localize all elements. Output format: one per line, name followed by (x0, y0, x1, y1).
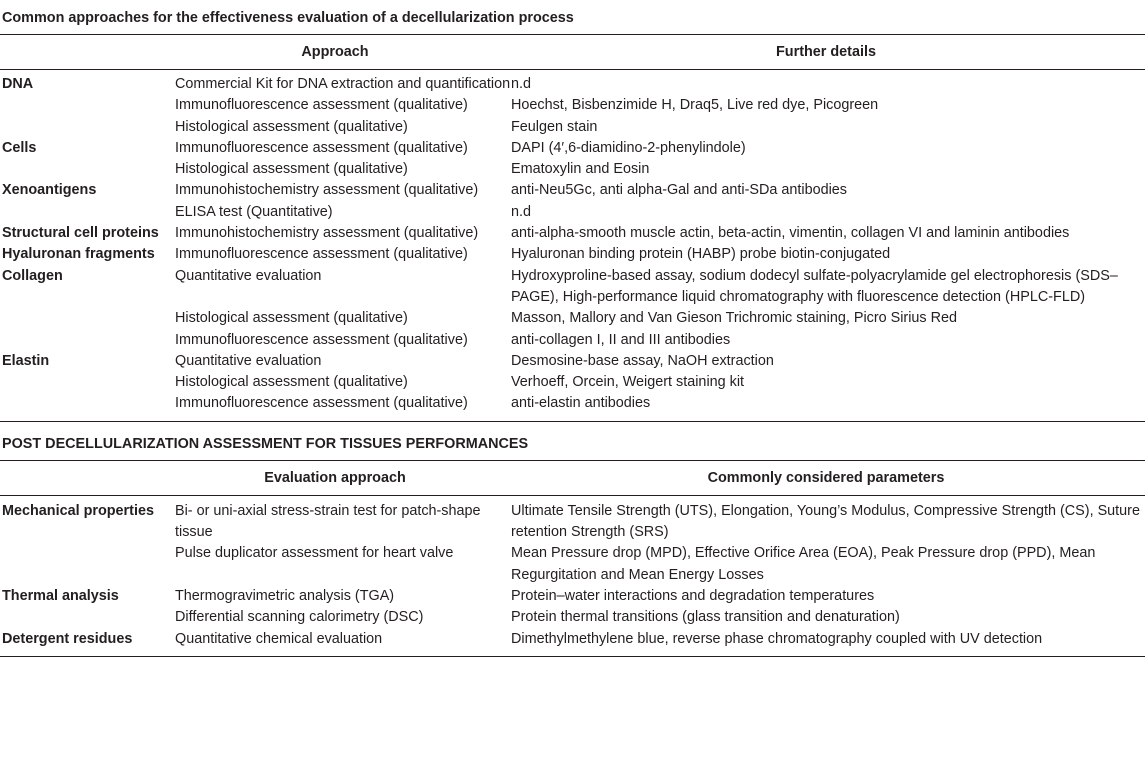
section-title: POST DECELLULARIZATION ASSESSMENT FOR TISSUES PERFORMANCES (0, 422, 1145, 461)
header-approach: Approach (173, 35, 511, 70)
performance-table (0, 461, 1145, 657)
row-approach: Histological assessment (qualitative) (175, 161, 408, 178)
section-title: Common approaches for the effectiveness evaluation of a decellularization process (0, 0, 1145, 35)
row-category: DNA (2, 76, 34, 92)
table-row (0, 543, 1145, 586)
row-details: Mean Pressure drop (MPD), Effective Orifice Area (EOA), Peak Pressure drop (PPD), Mean Regurgitation and Mean Energy Losses (511, 545, 1096, 583)
row-category: Cells (2, 139, 37, 156)
row-approach: Histological assessment (qualitative) (175, 374, 408, 391)
table-row (0, 202, 1145, 223)
row-details: n.d (511, 203, 532, 220)
row-approach: Commercial Kit for DNA extraction and quantification (175, 76, 511, 92)
header-row (0, 35, 1145, 70)
row-category: Detergent residues (2, 630, 133, 647)
table-row (0, 266, 1145, 309)
row-approach: Immunofluorescence assessment (qualitative) (175, 395, 468, 412)
row-details: Hyaluronan binding protein (HABP) probe biotin-conjugated (511, 246, 891, 263)
row-category (0, 372, 173, 393)
row-approach: Immunohistochemistry assessment (qualitative) (175, 182, 479, 199)
row-details: Ematoxylin and Eosin (511, 161, 650, 178)
table-row (0, 629, 1145, 657)
row-approach: Immunofluorescence assessment (qualitative) (175, 331, 468, 348)
row-category: Thermal analysis (2, 587, 119, 604)
row-details: n.d (511, 76, 532, 92)
row-details: Protein thermal transitions (glass transition and denaturation) (511, 609, 900, 626)
table-row (0, 607, 1145, 628)
table-row (0, 308, 1145, 329)
table-row (0, 586, 1145, 607)
row-approach: Quantitative chemical evaluation (175, 630, 383, 647)
section-post-decellularization (0, 422, 1145, 657)
row-category (0, 95, 173, 116)
row-category (0, 543, 173, 586)
row-details: DAPI (4′,6-diamidino-2-phenylindole) (511, 139, 746, 156)
row-approach: Quantitative evaluation (175, 352, 322, 369)
row-category: Collagen (2, 267, 63, 284)
row-details: anti-elastin antibodies (511, 395, 651, 412)
table-row (0, 330, 1145, 351)
table-row (0, 117, 1145, 138)
table-row (0, 244, 1145, 265)
row-details: Hoechst, Bisbenzimide H, Draq5, Live red dye, Picogreen (511, 97, 879, 114)
row-approach: Immunohistochemistry assessment (qualitative) (175, 225, 479, 242)
row-details: anti-collagen I, II and III antibodies (511, 331, 731, 348)
row-category (0, 202, 173, 223)
row-details: anti-Neu5Gc, anti alpha-Gal and anti-SDa antibodies (511, 182, 847, 199)
table-row (0, 159, 1145, 180)
header-approach: Evaluation approach (173, 461, 511, 496)
row-category: Mechanical properties (2, 502, 154, 519)
row-details: anti-alpha-smooth muscle actin, beta-actin, vimentin, collagen VI and laminin antibodies (511, 225, 1070, 242)
row-approach: Thermogravimetric analysis (TGA) (175, 587, 395, 604)
table-row (0, 180, 1145, 201)
row-category: Elastin (2, 352, 50, 369)
row-approach: Pulse duplicator assessment for heart valve (175, 545, 454, 562)
row-details: Hydroxyproline-based assay, sodium dodecyl sulfate-polyacrylamide gel electrophoresis (SDS–PAGE), High-performance liquid chromatography with fluorescence detection (HPLC-FLD) (511, 267, 1118, 305)
row-details: Ultimate Tensile Strength (UTS), Elongation, Young’s Modulus, Compressive Strength (CS), Suture retention Strength (SRS) (511, 502, 1140, 541)
row-details: Feulgen stain (511, 118, 598, 135)
row-category (0, 330, 173, 351)
row-category: Hyaluronan fragments (2, 246, 155, 263)
row-category: Structural cell proteins (2, 225, 159, 242)
row-category (0, 117, 173, 138)
row-category (0, 159, 173, 180)
row-details: Masson, Mallory and Van Gieson Trichromic staining, Picro Sirius Red (511, 310, 958, 327)
header-row (0, 461, 1145, 496)
row-approach: Histological assessment (qualitative) (175, 118, 408, 135)
row-approach: ELISA test (Quantitative) (175, 203, 333, 220)
row-category (0, 308, 173, 329)
table-row (0, 393, 1145, 421)
header-category (0, 35, 173, 70)
row-approach: Histological assessment (qualitative) (175, 310, 408, 327)
row-approach: Immunofluorescence assessment (qualitative) (175, 139, 468, 156)
table-row (0, 372, 1145, 393)
table-row (0, 95, 1145, 116)
row-approach: Quantitative evaluation (175, 267, 322, 284)
table-row (0, 138, 1145, 159)
header-details: Further details (511, 35, 1145, 70)
row-approach: Immunofluorescence assessment (qualitative) (175, 246, 468, 263)
table-row (0, 223, 1145, 244)
table-row (0, 495, 1145, 543)
row-details: Desmosine-base assay, NaOH extraction (511, 352, 774, 369)
row-approach: Differential scanning calorimetry (DSC) (175, 609, 424, 626)
row-details: Dimethylmethylene blue, reverse phase chromatography coupled with UV detection (511, 630, 1043, 647)
row-approach: Immunofluorescence assessment (qualitative) (175, 97, 468, 114)
table-row (0, 70, 1145, 96)
row-category (0, 607, 173, 628)
header-details: Commonly considered parameters (511, 461, 1145, 496)
table-row (0, 351, 1145, 372)
row-approach: Bi- or uni-axial stress-strain test for patch-shape tissue (175, 502, 481, 541)
evaluation-table (0, 35, 1145, 422)
row-category: Xenoantigens (2, 182, 97, 199)
row-details: Protein–water interactions and degradation temperatures (511, 587, 875, 604)
header-category (0, 461, 173, 496)
row-category (0, 393, 173, 421)
row-details: Verhoeff, Orcein, Weigert staining kit (511, 374, 745, 391)
